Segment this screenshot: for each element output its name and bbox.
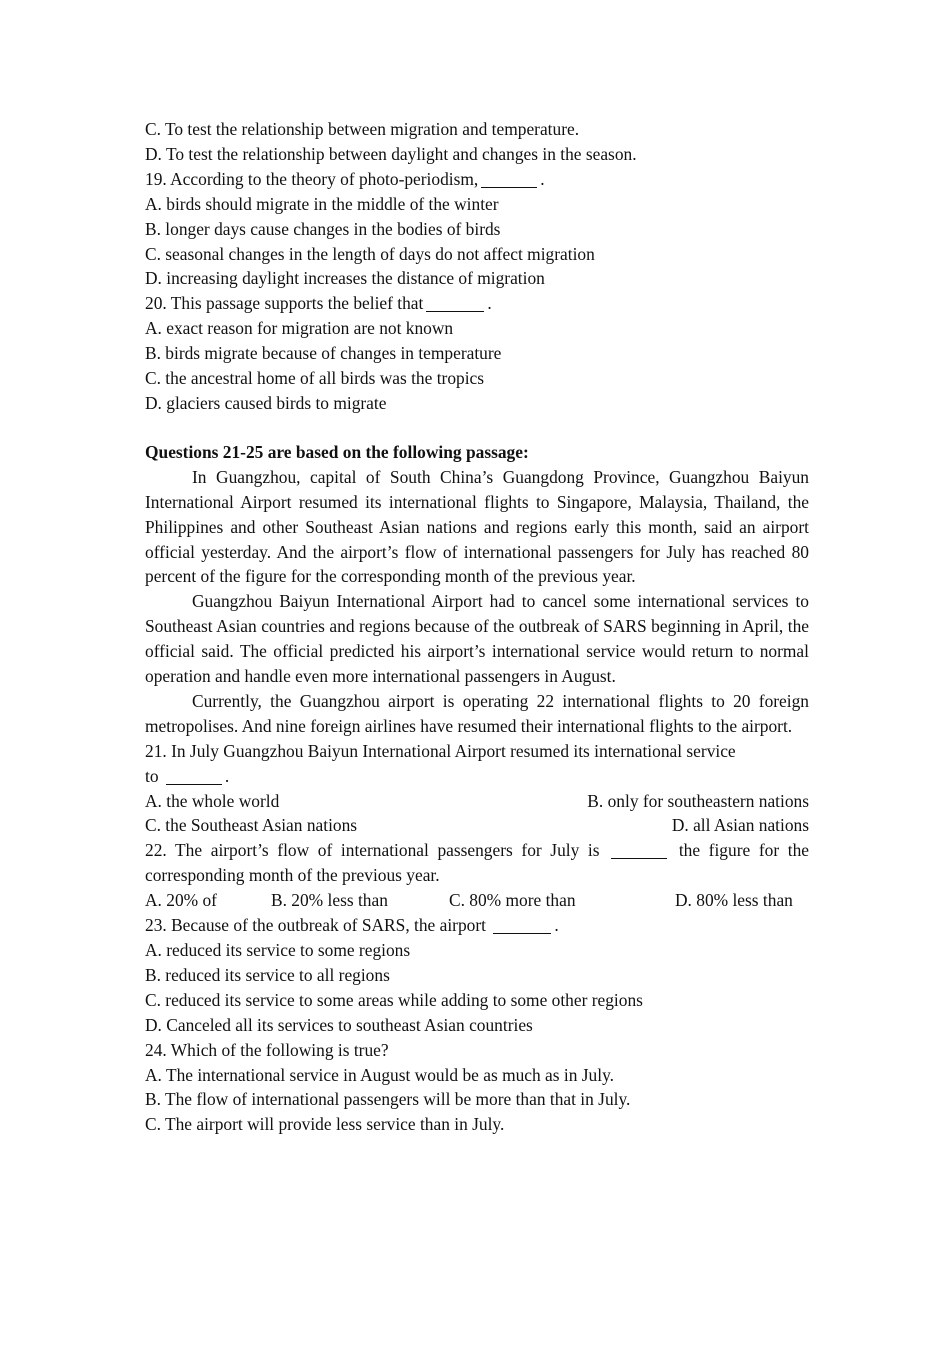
answer-blank (611, 841, 667, 859)
q21-option-d: D. all Asian nations (671, 815, 809, 836)
q23-option-b: B. reduced its service to all regions (145, 964, 390, 985)
q23-option-d: D. Canceled all its services to southeast Asian countries (145, 1014, 533, 1035)
q22-options-row (145, 888, 809, 913)
q23-stem-end: . (554, 915, 559, 936)
q20-option-a: A. exact reason for migration are not known (145, 318, 454, 339)
q22-option-c: C. 80% more than (449, 890, 576, 911)
q18-option-d: D. To test the relationship between daylight and changes in the season. (145, 143, 637, 164)
q21-option-b: B. only for southeastern nations (587, 790, 809, 811)
q21-stem-text: 21. In July Guangzhou Baiyun International Airport resumed its international service (145, 740, 736, 761)
q21-options-row-1 (145, 789, 809, 814)
q19-option-b: B. longer days cause changes in the bodies of birds (145, 218, 501, 239)
answer-blank (481, 169, 537, 187)
q19-option-c: C. seasonal changes in the length of days do not affect migration (145, 243, 595, 264)
passage-paragraph-1: In Guangzhou, capital of South China’s Guangdong Province, Guangzhou Baiyun International Airport resumed its international flights to Singapore, Malaysia, Thailand, the Philippines and other Southeast Asian nations and regions early this month, said an airport official yesterday. And the airport’s flow of international passengers for July has reached 80 percent of the figure for the corresponding month of the previous year. (145, 466, 809, 587)
q24-option-a: A. The international service in August would be as much as in July. (145, 1064, 614, 1085)
q19-option-a: A. birds should migrate in the middle of the winter (145, 193, 499, 214)
q21-stem-end: . (224, 765, 230, 786)
q19-stem-end: . (540, 168, 545, 189)
section-spacer (145, 416, 809, 440)
q22-stem-end: the figure for the corresponding month of the previous year. (145, 840, 809, 886)
q22-option-d: D. 80% less than (675, 890, 793, 911)
q22-stem-text: 22. The airport’s flow of international passengers for July is (145, 840, 600, 861)
q24-option-c: C. The airport will provide less service than in July. (145, 1114, 505, 1135)
q24-option-b: B. The flow of international passengers will be more than that in July. (145, 1089, 631, 1110)
q19-stem-text: 19. According to the theory of photo-periodism, (145, 168, 479, 189)
q19-option-d: D. increasing daylight increases the distance of migration (145, 268, 545, 289)
q21-stem (145, 739, 809, 764)
q22-stem (145, 838, 809, 888)
q21-option-c: C. the Southeast Asian nations (145, 815, 358, 836)
q22-option-a: A. 20% of (145, 890, 217, 911)
q21-stem-continued (145, 764, 809, 789)
q23-option-c: C. reduced its service to some areas while adding to some other regions (145, 989, 643, 1010)
q24-stem: 24. Which of the following is true? (145, 1039, 389, 1060)
q23-stem (145, 913, 809, 938)
document-page (145, 117, 809, 1137)
q19-stem (145, 167, 809, 192)
q21-option-a: A. the whole world (145, 790, 280, 811)
q23-option-a: A. reduced its service to some regions (145, 940, 411, 960)
passage-paragraph-2: Guangzhou Baiyun International Airport had to cancel some international services to Southeast Asian countries and regions because of the outbreak of SARS beginning in April, the official said. The official predicted his airport’s international service would return to normal operation and handle even more international passengers in August. (145, 591, 809, 687)
q21-options-row-2 (145, 813, 809, 838)
answer-blank (166, 766, 222, 784)
passage-paragraph-3: Currently, the Guangzhou airport is operating 22 international flights to 20 foreign metropolises. And nine foreign airlines have resumed their international flights to the airport. (145, 690, 809, 736)
q20-stem-text: 20. This passage supports the belief that (145, 293, 424, 314)
q23-stem-text: 23. Because of the outbreak of SARS, the airport (145, 915, 486, 936)
q21-stem-to: to (145, 765, 159, 786)
q18-option-c: C. To test the relationship between migration and temperature. (145, 119, 580, 139)
q20-option-d: D. glaciers caused birds to migrate (145, 392, 387, 413)
q22-option-b: B. 20% less than (271, 890, 388, 911)
answer-blank (426, 294, 484, 312)
q20-stem-end: . (487, 293, 492, 314)
q20-option-b: B. birds migrate because of changes in temperature (145, 343, 502, 364)
passage-heading: Questions 21-25 are based on the following passage: (145, 441, 529, 462)
q20-stem (145, 291, 809, 316)
q20-option-c: C. the ancestral home of all birds was the tropics (145, 368, 485, 389)
answer-blank (493, 916, 551, 934)
